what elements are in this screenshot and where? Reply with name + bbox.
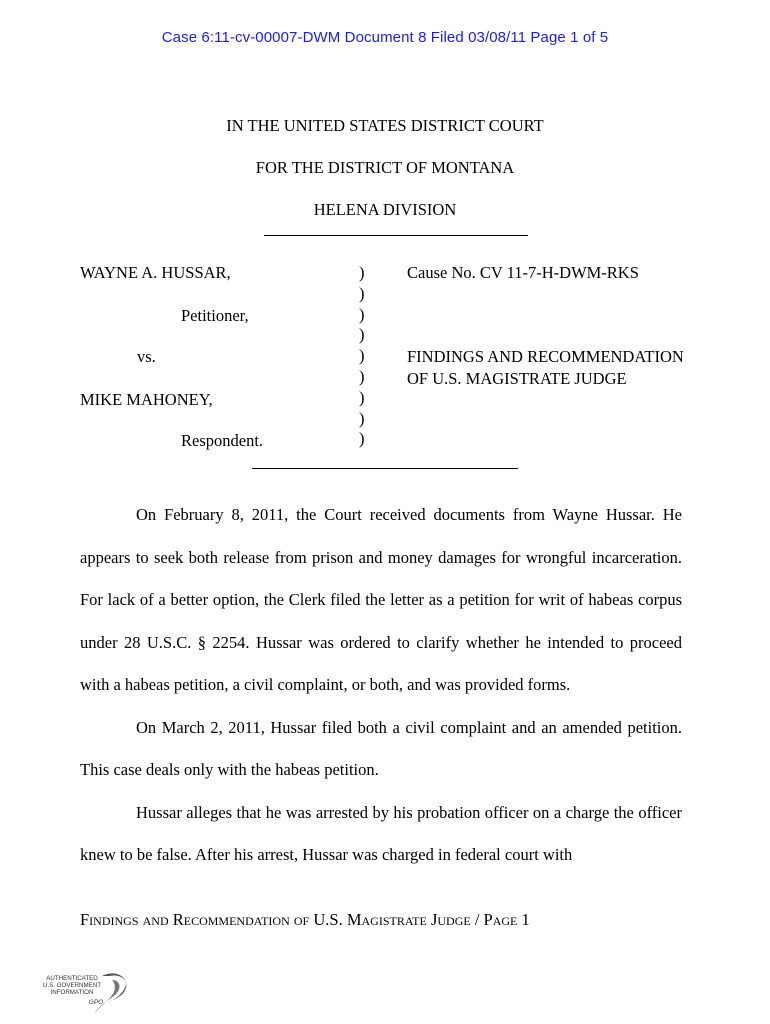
caption-paren-column bbox=[359, 263, 371, 450]
caption-paren: ) bbox=[359, 366, 365, 386]
petitioner-role: Petitioner, bbox=[181, 306, 249, 325]
caption-paren: ) bbox=[359, 429, 365, 449]
caption-bottom-rule bbox=[252, 468, 518, 469]
court-division: HELENA DIVISION bbox=[313, 200, 457, 219]
body-paragraph-1: On February 8, 2011, the Court received documents from Wayne Hussar. He appears to seek both release from prison and money damages for wrongful incarceration. For lack of a better option, the Clerk filed the letter as a petition for writ of habeas corpus under 28 U.S.C. § 2254. Hussar was ordered to clarify whether he intended to proceed with a habeas petition, a civil complaint, or both, and was provided forms. bbox=[80, 505, 682, 694]
respondent-name: MIKE MAHONEY, bbox=[80, 390, 213, 409]
logo-text-line-3: INFORMATION bbox=[50, 989, 94, 996]
caption-paren: ) bbox=[359, 346, 365, 366]
caption-paren: ) bbox=[359, 408, 365, 428]
respondent-role: Respondent. bbox=[181, 431, 264, 450]
document-title-line-1: FINDINGS AND RECOMMENDATION bbox=[407, 347, 684, 366]
court-name-line-1: IN THE UNITED STATES DISTRICT COURT bbox=[226, 116, 544, 135]
document-body bbox=[80, 494, 682, 877]
caption-paren: ) bbox=[359, 304, 365, 324]
court-name-line-2: FOR THE DISTRICT OF MONTANA bbox=[255, 158, 515, 177]
caption-paren: ) bbox=[359, 325, 365, 345]
logo-text-line-2: U.S. GOVERNMENT bbox=[42, 982, 102, 989]
logo-text-line-1: AUTHENTICATED bbox=[46, 975, 98, 982]
versus-label: vs. bbox=[137, 347, 156, 366]
cause-number: Cause No. CV 11-7-H-DWM-RKS bbox=[407, 263, 639, 282]
page-footer: Findings and Recommendation of U.S. Magistrate Judge / Page 1 bbox=[80, 910, 530, 929]
gpo-authentication-logo bbox=[40, 970, 135, 1018]
petitioner-name: WAYNE A. HUSSAR, bbox=[80, 263, 231, 282]
body-paragraph-3: Hussar alleges that he was arrested by his probation officer on a charge the officer knew to be false. After his arrest, Hussar was charged in federal court with bbox=[80, 802, 682, 864]
caption-paren: ) bbox=[359, 263, 365, 282]
document-title-line-2: OF U.S. MAGISTRATE JUDGE bbox=[407, 369, 627, 388]
caption-paren: ) bbox=[359, 387, 365, 407]
logo-text-gpo: GPO bbox=[88, 999, 104, 1006]
caption-paren: ) bbox=[359, 283, 365, 303]
body-paragraph-2: On March 2, 2011, Hussar filed both a civil complaint and an amended petition. This case deals only with the habeas petition. bbox=[80, 717, 682, 779]
caption-top-rule bbox=[264, 235, 528, 236]
filing-header-stamp: Case 6:11-cv-00007-DWM Document 8 Filed 03/08/11 Page 1 of 5 bbox=[161, 29, 609, 46]
